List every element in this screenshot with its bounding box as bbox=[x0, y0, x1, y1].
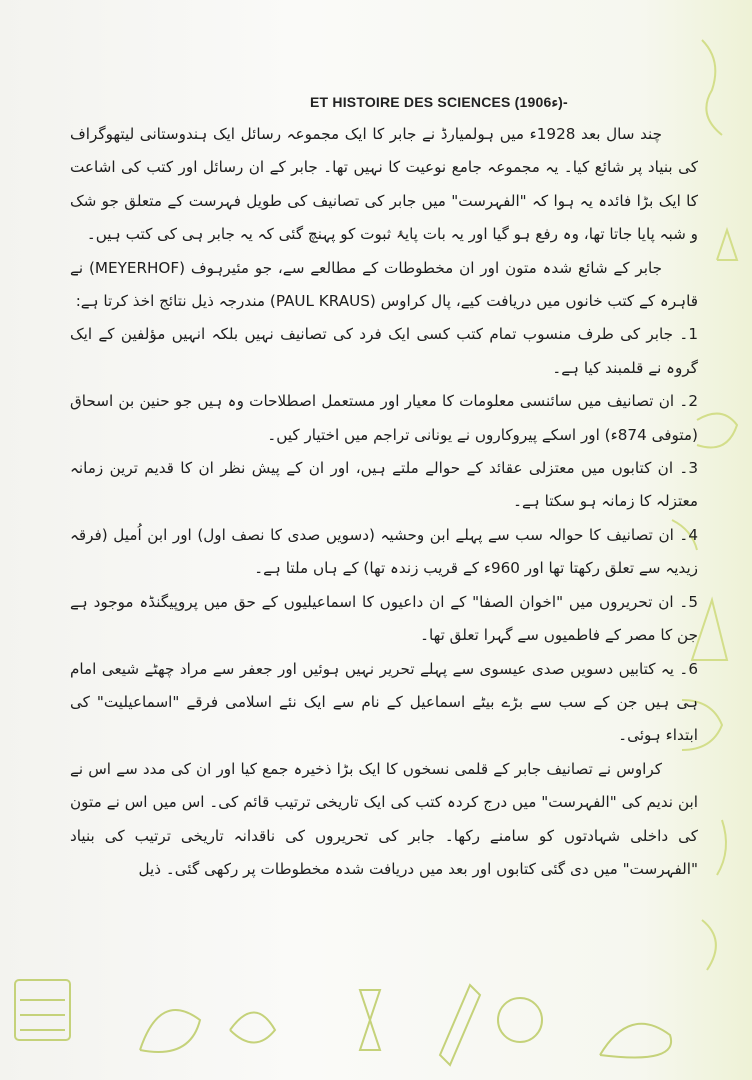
numbered-point-6: 6۔ یہ کتابیں دسویں صدی عیسوی سے پہلے تحریر نہیں ہوئیں اور جعفر سے مراد چھٹے شیعی امام ہی ہیں جن کے سب سے بڑے بیٹے اسماعیل کے نام سے ایک نئے اسلامی فرقے "اسماعیلیت" کی ابتداء ہوئی۔ bbox=[70, 659, 698, 745]
numbered-point-1: 1۔ جابر کی طرف منسوب تمام کتب کسی ایک فرد کی تصانیف نہیں بلکہ انہیں مؤلفین کے ایک گروہ نے قلمبند کیا ہے۔ bbox=[70, 325, 698, 377]
numbered-point-5: 5۔ ان تحریروں میں "اخوان الصفا" کے ان داعیوں کا اسماعیلیوں کے حق میں پروپیگنڈہ موجود ہے جن کا مصر کے فاطمیوں سے گہرا تعلق تھا۔ bbox=[70, 592, 698, 645]
paragraph-intro: چند سال بعد 1928ء میں ہولمیارڈ نے جابر کا ایک مجموعہ رسائل ایک ہندوستانی لیتھوگراف کی بنیاد پر شائع کیا۔ یہ مجموعہ جامع نوعیت کا نہیں تھا۔ جابر کے ان رسائل اور کتب کی اشاعت کا ایک بڑا فائدہ یہ ہوا کہ "الفہرست" میں جابر کی تصانیف کی طویل فہرست کے متعلق جو شک و شبہ پایا جاتا تھا، وہ رفع ہو گیا اور یہ بات پایۂ ثبوت کو پہنچ گئی کہ یہ جابر ہی کی کتب ہیں۔ bbox=[70, 125, 698, 244]
running-header bbox=[310, 94, 610, 111]
numbered-point-2: 2۔ ان تصانیف میں سائنسی معلومات کا معیار اور مستعمل اصطلاحات وہ ہیں جو حنین بن اسحاق (متوفی 874ء) اور اسکے پیروکاروں نے یونانی تراجم میں اختیار کیں۔ bbox=[70, 392, 698, 444]
article-body bbox=[70, 118, 698, 886]
header-title: ET HISTOIRE DES SCIENCES (1906ء)- bbox=[310, 94, 568, 110]
bottom-doodles bbox=[0, 960, 752, 1080]
paragraph-kraus-conclusions: جابر کے شائع شدہ متون اور ان مخطوطات کے مطالعے سے، جو مئیرہوف (MEYERHOF) نے قاہرہ کے کتب خانوں میں دریافت کیے، پال کراوس (PAUL KRAUS) مندرجہ ذیل نتائج اخذ کرتا ہے: bbox=[70, 258, 698, 311]
numbered-point-3: 3۔ ان کتابوں میں معتزلی عقائد کے حوالے ملتے ہیں، اور ان کے پیش نظر ان کا قدیم ترین زمانہ معتزلہ کا زمانہ ہو سکتا ہے۔ bbox=[70, 459, 698, 511]
paragraph-kraus-collection: کراوس نے تصانیف جابر کے قلمی نسخوں کا ایک بڑا ذخیرہ جمع کیا اور ان کی مدد سے اس نے ابن ندیم کی "الفہرست" میں درج کردہ کتب کی ایک تاریخی ترتیب قائم کی۔ اس میں اس نے متون کی داخلی شہادتوں کو سامنے رکھا۔ جابر کی تحریروں کی ناقدانہ تاریخی ترتیب کی بنیاد "الفہرست" میں دی گئی کتابوں اور بعد میں دریافت شدہ مخطوطات پر رکھی گئی۔ ذیل bbox=[70, 759, 698, 878]
numbered-point-4: 4۔ ان تصانیف کا حوالہ سب سے پہلے ابن وحشیہ (دسویں صدی کا نصف اول) اور ابن اُمیل (فرقہ زیدیہ سے تعلق رکھتا تھا اور 960ء کے قریب زندہ تھا) کے ہاں ملتا ہے۔ bbox=[70, 525, 698, 578]
